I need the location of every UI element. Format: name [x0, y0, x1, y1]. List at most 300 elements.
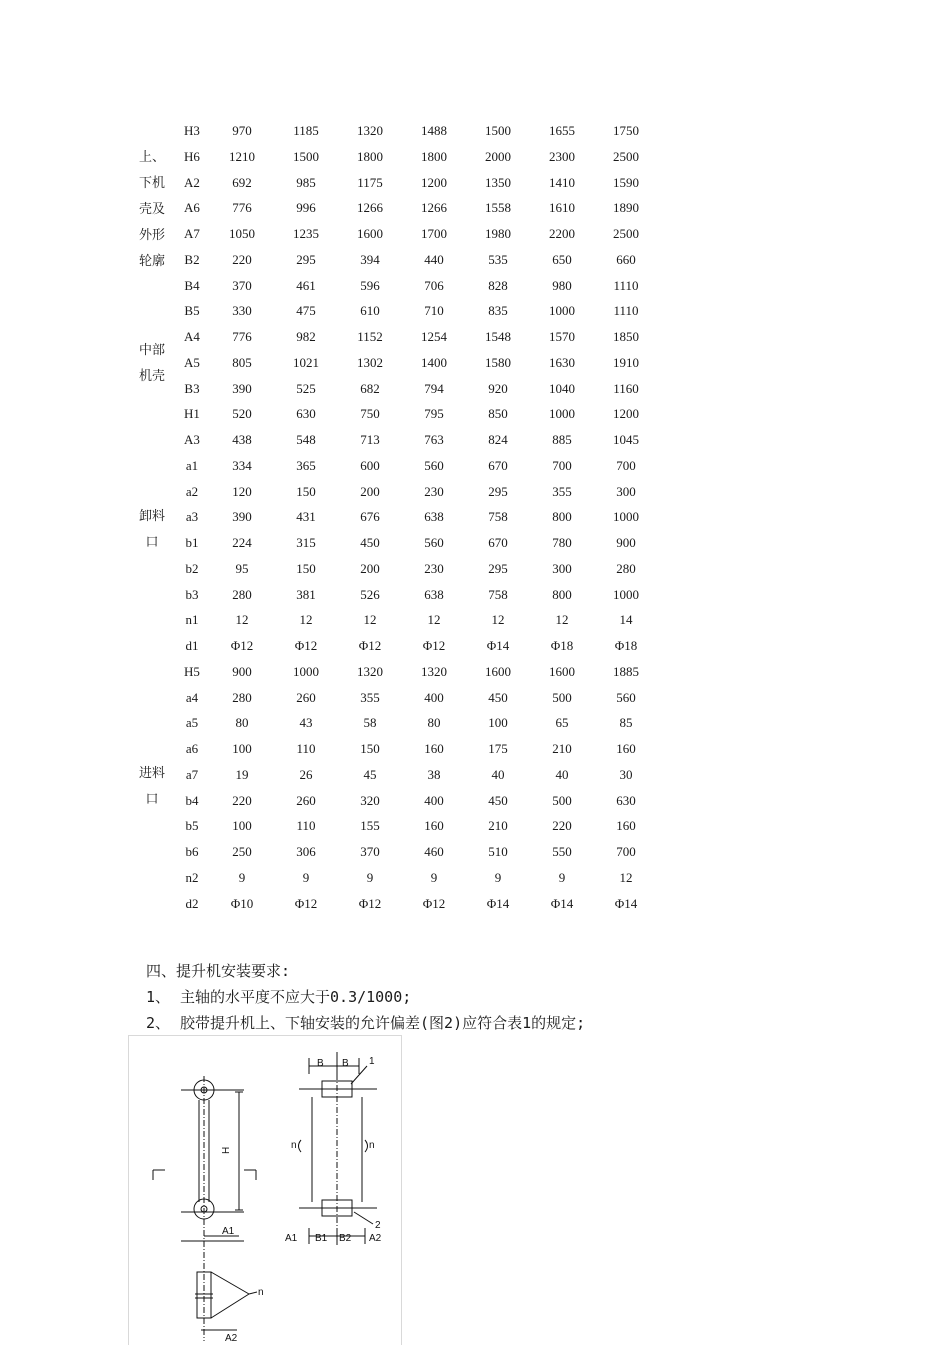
group-label-line: 壳及 [138, 201, 165, 216]
table-cell: 763 [424, 432, 444, 447]
table-cell: Φ14 [550, 895, 574, 911]
label-n-right: n [369, 1140, 375, 1151]
table-cell: 14 [619, 612, 633, 628]
table-cell: Φ18 [614, 638, 638, 653]
row-code: A6 [184, 200, 200, 216]
table-cell: 1580 [485, 354, 511, 370]
table-cell: 805 [232, 354, 252, 370]
label-B2: B2 [339, 1233, 352, 1244]
table-cell: 300 [552, 560, 572, 576]
table-cell: 475 [296, 303, 316, 319]
table-cell: 390 [232, 380, 252, 396]
table-cell: 19 [235, 766, 249, 782]
table-cell: 1410 [549, 174, 575, 190]
table-cell: 95 [235, 560, 249, 576]
table-row [130, 427, 670, 453]
row-code: b4 [185, 792, 199, 808]
table-cell: 1590 [613, 174, 639, 190]
table-cell: 985 [296, 174, 316, 190]
table-cell: 65 [555, 715, 569, 731]
group-label-line: 口 [145, 534, 159, 549]
table-cell: 12 [235, 612, 249, 628]
table-cell: 1600 [485, 663, 511, 679]
label-A1-right: A1 [285, 1233, 298, 1244]
table-cell: 9 [430, 869, 438, 885]
taper-line [211, 1272, 249, 1294]
table-cell: 9 [494, 869, 502, 885]
table-row [130, 736, 670, 762]
taper-line [211, 1294, 249, 1318]
row-code: H5 [184, 663, 200, 679]
installation-requirements [146, 958, 585, 1036]
table-cell: 224 [232, 535, 252, 550]
table-cell: 26 [299, 766, 313, 782]
table-cell: Φ10 [230, 895, 254, 911]
table-cell: 996 [296, 200, 316, 216]
row-code: b6 [185, 844, 199, 859]
table-cell: 1235 [293, 226, 319, 241]
item-text: 胶带提升机上、下轴安装的允许偏差(图2)应符合表1的规定; [180, 1014, 586, 1032]
table-cell: 100 [232, 818, 252, 834]
label-n-left: n [291, 1140, 297, 1151]
table-cell: 100 [488, 715, 508, 731]
table-cell: 560 [424, 535, 444, 550]
table-cell: 630 [296, 406, 316, 422]
table-row [130, 530, 670, 556]
table-cell: 120 [232, 483, 252, 499]
table-cell: 12 [427, 612, 441, 628]
table-cell: 315 [296, 535, 316, 550]
row-code: B5 [184, 303, 200, 319]
table-cell: 520 [232, 406, 252, 422]
table-cell: 2500 [613, 226, 639, 241]
row-code: a4 [185, 689, 199, 705]
row-code: a2 [185, 483, 199, 499]
table-row [130, 762, 670, 788]
table-cell: Φ14 [486, 638, 510, 653]
table-cell: 1700 [421, 226, 447, 241]
table-cell: Φ12 [230, 638, 254, 653]
table-cell: 370 [232, 277, 252, 293]
table-cell: 12 [491, 612, 505, 628]
table-cell: 12 [619, 869, 633, 885]
item-number: 2、 [146, 1014, 171, 1032]
table-cell: 40 [491, 766, 505, 782]
table-row [130, 582, 670, 608]
table-cell: 800 [552, 586, 572, 602]
table-row [130, 453, 670, 479]
item-text: 主轴的水平度不应大于0.3/1000; [180, 988, 412, 1006]
table-cell: 596 [360, 277, 380, 293]
table-cell: 560 [424, 457, 444, 473]
label-n-bottom: n [258, 1287, 264, 1298]
table-cell: 58 [363, 715, 377, 731]
table-cell: 295 [488, 560, 508, 576]
row-code: A7 [184, 226, 200, 241]
table-cell: 306 [296, 844, 316, 859]
table-cell: 700 [616, 844, 636, 859]
table-cell: 160 [616, 818, 636, 834]
group-label-line: 中部 [138, 342, 165, 357]
table-cell: 1110 [613, 303, 639, 319]
table-cell: 9 [238, 869, 246, 885]
table-cell: 85 [619, 715, 633, 731]
table-cell: 1266 [421, 200, 447, 216]
table-cell: 1000 [549, 406, 575, 422]
table-cell: 850 [488, 406, 508, 422]
table-cell: 1320 [357, 123, 383, 138]
table-cell: 526 [360, 586, 380, 602]
table-cell: 1302 [357, 354, 383, 370]
table-cell: 885 [552, 432, 572, 447]
table-cell: 1570 [549, 329, 575, 344]
table-cell: 535 [488, 251, 508, 267]
table-cell: 638 [424, 509, 444, 525]
table-cell: Φ14 [614, 895, 638, 911]
label-B-top-right: B [342, 1058, 349, 1069]
table-cell: 450 [360, 535, 380, 550]
figure-2-shaft-installation-diagram [128, 1035, 402, 1345]
row-code: b2 [185, 560, 199, 576]
table-cell: 630 [616, 792, 636, 808]
table-cell: 780 [552, 535, 572, 550]
table-cell: 1655 [549, 123, 575, 138]
table-cell: 45 [363, 766, 377, 782]
table-cell: 638 [424, 586, 444, 602]
table-row [130, 144, 670, 170]
callout-leader-2 [354, 1212, 373, 1224]
table-cell: 800 [552, 509, 572, 525]
table-cell: 38 [427, 766, 441, 782]
table-row [130, 556, 670, 582]
table-cell: 110 [296, 818, 316, 834]
table-cell: 900 [232, 663, 252, 679]
table-cell: 334 [232, 457, 252, 473]
table-cell: 828 [488, 277, 508, 293]
table-cell: Φ14 [486, 895, 510, 911]
table-row [130, 788, 670, 814]
table-cell: 365 [296, 457, 316, 473]
table-cell: 394 [360, 251, 380, 267]
table-cell: 676 [360, 509, 380, 525]
table-row [130, 659, 670, 685]
table-cell: 330 [232, 303, 252, 319]
table-row [130, 865, 670, 891]
table-cell: 110 [296, 741, 316, 756]
table-cell: 43 [299, 715, 313, 731]
label-B1: B1 [315, 1233, 328, 1244]
table-cell: 1630 [549, 354, 575, 370]
table-cell: 1000 [293, 663, 319, 679]
row-code: b5 [185, 818, 199, 834]
label-B-top-left: B [317, 1058, 324, 1069]
table-cell: 1548 [485, 329, 511, 344]
table-cell: 980 [552, 277, 572, 293]
row-code: A3 [184, 432, 200, 447]
table-row [130, 479, 670, 505]
table-cell: Φ12 [358, 638, 382, 653]
item-number: 1、 [146, 988, 171, 1006]
table-cell: 260 [296, 792, 316, 808]
table-cell: 1175 [357, 174, 383, 190]
table-cell: 1800 [357, 148, 383, 164]
table-cell: 660 [616, 251, 636, 267]
table-cell: 450 [488, 689, 508, 705]
row-code: b1 [185, 535, 199, 550]
row-code: A2 [184, 174, 200, 190]
table-cell: 320 [360, 792, 380, 808]
group-label-line: 下机 [138, 175, 165, 190]
table-cell: 30 [619, 766, 633, 782]
row-code: n2 [185, 869, 199, 885]
table-cell: 682 [360, 380, 380, 396]
table-cell: 758 [488, 586, 508, 602]
table-cell: 280 [232, 586, 252, 602]
table-cell: 713 [360, 432, 380, 447]
table-cell: 220 [552, 818, 572, 834]
table-cell: 1885 [613, 663, 639, 679]
table-cell: 920 [488, 380, 508, 396]
label-A1-left: A1 [222, 1226, 235, 1237]
row-code: B3 [184, 380, 200, 396]
table-cell: 2000 [485, 148, 511, 164]
table-cell: 175 [488, 741, 508, 756]
curve-mark [365, 1140, 368, 1152]
table-cell: 260 [296, 689, 316, 705]
table-cell: 150 [296, 483, 316, 499]
table-cell: 776 [232, 200, 252, 216]
table-cell: 706 [424, 277, 444, 293]
table-row [130, 350, 670, 376]
table-cell: 295 [488, 483, 508, 499]
table-cell: 824 [488, 432, 508, 447]
table-cell: 600 [360, 457, 380, 473]
table-cell: 1320 [357, 663, 383, 679]
table-cell: 500 [552, 792, 572, 808]
table-cell: 1152 [357, 329, 383, 344]
table-cell: 250 [232, 844, 252, 859]
table-cell: 795 [424, 406, 444, 422]
table-row [130, 376, 670, 402]
table-cell: Φ12 [358, 895, 382, 911]
row-code: d1 [185, 638, 199, 653]
table-cell: 1110 [613, 277, 639, 293]
diagram-svg [129, 1036, 401, 1345]
table-cell: 1800 [421, 148, 447, 164]
table-cell: 1850 [613, 329, 639, 344]
table-cell: 525 [296, 380, 316, 396]
table-cell: 295 [296, 251, 316, 267]
table-cell: 970 [232, 123, 252, 138]
table-cell: 500 [552, 689, 572, 705]
table-row [130, 170, 670, 196]
row-code: a3 [185, 509, 199, 525]
table-cell: 1200 [613, 406, 639, 422]
row-code: H1 [184, 406, 200, 422]
table-cell: 438 [232, 432, 252, 447]
row-code: a6 [185, 741, 199, 756]
table-row [130, 247, 670, 273]
table-cell: 12 [299, 612, 313, 628]
group-label-line: 机壳 [138, 368, 165, 383]
table-row [130, 633, 670, 659]
table-cell: 1200 [421, 174, 447, 190]
table-cell: 1266 [357, 200, 383, 216]
table-cell: 1488 [421, 123, 447, 138]
table-cell: 390 [232, 509, 252, 525]
table-cell: 1000 [613, 509, 639, 525]
table-row [130, 891, 670, 917]
leader-line [249, 1292, 257, 1294]
label-A2-right: A2 [369, 1233, 382, 1244]
table-cell: 210 [488, 818, 508, 834]
row-code: d2 [185, 895, 199, 911]
table-cell: 700 [616, 457, 636, 473]
table-cell: 710 [424, 303, 444, 319]
table-cell: 160 [424, 818, 444, 834]
table-cell: 300 [616, 483, 636, 499]
table-row [130, 118, 670, 144]
requirement-item [146, 984, 585, 1010]
table-cell: 650 [552, 251, 572, 267]
table-cell: 461 [296, 277, 316, 293]
table-cell: 510 [488, 844, 508, 859]
table-cell: 80 [427, 715, 441, 731]
table-cell: 355 [360, 689, 380, 705]
table-cell: 2200 [549, 226, 575, 241]
table-cell: Φ12 [294, 638, 318, 653]
table-cell: 280 [616, 560, 636, 576]
table-cell: 2500 [613, 148, 639, 164]
requirement-item [146, 1010, 585, 1036]
row-code: B4 [184, 277, 200, 293]
table-cell: 776 [232, 329, 252, 344]
table-cell: 400 [424, 792, 444, 808]
group-label-line: 外形 [138, 227, 165, 242]
table-row [130, 221, 670, 247]
table-cell: 80 [235, 715, 249, 731]
table-cell: 1610 [549, 200, 575, 216]
group-label-line: 卸料 [138, 508, 165, 523]
table-cell: Φ12 [422, 895, 446, 911]
table-cell: 1400 [421, 354, 447, 370]
table-row [130, 607, 670, 633]
table-cell: 220 [232, 792, 252, 808]
table-cell: 450 [488, 792, 508, 808]
table-cell: 160 [424, 741, 444, 756]
label-callout-2: 2 [375, 1220, 381, 1231]
table-cell: 9 [558, 869, 566, 885]
table-cell: 12 [363, 612, 377, 628]
row-code: A4 [184, 329, 200, 344]
table-cell: 1910 [613, 354, 639, 370]
table-cell: 200 [360, 560, 380, 576]
table-cell: 1980 [485, 226, 511, 241]
curve-mark [299, 1140, 302, 1152]
table-cell: 900 [616, 535, 636, 550]
table-cell: 1210 [229, 148, 255, 164]
table-cell: 1160 [613, 380, 639, 396]
table-cell: 1890 [613, 200, 639, 216]
row-code: a5 [185, 715, 199, 731]
table-cell: Φ18 [550, 638, 574, 653]
table-cell: 670 [488, 457, 508, 473]
table-cell: 1040 [549, 380, 575, 396]
table-cell: 150 [360, 741, 380, 756]
table-cell: 381 [296, 586, 316, 602]
group-label-line: 上、 [138, 149, 165, 164]
table-cell: 200 [360, 483, 380, 499]
table-cell: 692 [232, 174, 252, 190]
group-label-line: 轮廓 [138, 253, 165, 268]
table-row [130, 324, 670, 350]
row-code: a7 [185, 766, 199, 782]
table-cell: 1000 [549, 303, 575, 319]
table-cell: 700 [552, 457, 572, 473]
table-cell: 1045 [613, 432, 639, 447]
table-cell: 1254 [421, 329, 447, 344]
row-code: H6 [184, 148, 200, 164]
table-cell: 560 [616, 689, 636, 705]
table-cell: 220 [232, 251, 252, 267]
label-H: H [221, 1146, 232, 1154]
table-cell: 9 [366, 869, 374, 885]
table-cell: 794 [424, 380, 444, 396]
table-cell: 1185 [293, 123, 319, 138]
row-code: b3 [185, 586, 199, 602]
table-cell: 440 [424, 251, 444, 267]
table-cell: 431 [296, 509, 316, 525]
table-cell: 40 [555, 766, 569, 782]
table-cell: 1600 [357, 226, 383, 241]
table-cell: 1050 [229, 226, 255, 241]
table-cell: 280 [232, 689, 252, 705]
table-cell: 160 [616, 741, 636, 756]
table-cell: 9 [302, 869, 310, 885]
table-row [130, 273, 670, 299]
table-cell: 12 [555, 612, 569, 628]
table-row [130, 839, 670, 865]
table-cell: 155 [360, 818, 380, 834]
table-cell: 610 [360, 303, 380, 319]
table-cell: 230 [424, 560, 444, 576]
table-cell: 1750 [613, 123, 639, 138]
row-code: a1 [185, 457, 199, 473]
row-code: A5 [184, 354, 200, 370]
row-code: n1 [185, 612, 199, 628]
table-cell: 1600 [549, 663, 575, 679]
table-cell: 750 [360, 406, 380, 422]
table-cell: 355 [552, 483, 572, 499]
table-cell: 100 [232, 741, 252, 756]
table-row [130, 298, 670, 324]
table-cell: 150 [296, 560, 316, 576]
group-label-line: 口 [145, 791, 159, 806]
section-heading: 四、提升机安装要求: [146, 962, 291, 980]
table-cell: 460 [424, 844, 444, 859]
table-row [130, 504, 670, 530]
table-cell: 982 [296, 329, 316, 344]
table-row [130, 401, 670, 427]
row-code: B2 [184, 251, 200, 267]
table-cell: 1000 [613, 586, 639, 602]
table-cell: 230 [424, 483, 444, 499]
table-cell: 1021 [293, 354, 319, 370]
group-label-line: 进料 [138, 765, 165, 780]
table-cell: 758 [488, 509, 508, 525]
table-cell: 548 [296, 432, 316, 447]
table-row [130, 813, 670, 839]
